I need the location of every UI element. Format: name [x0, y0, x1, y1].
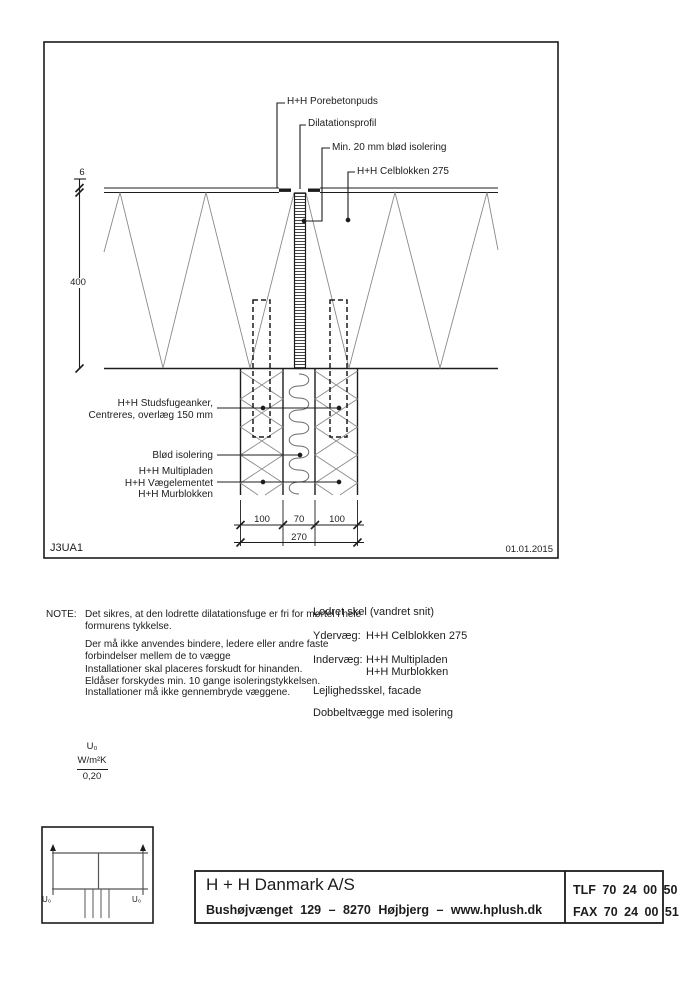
callout-murblokken: H+H Murblokken: [138, 489, 213, 500]
note-line: forbindelser mellem de to vægge: [85, 650, 231, 662]
dim-gap: 70: [293, 514, 305, 525]
spec-indervaeg-value1: H+H Multipladen: [366, 654, 448, 666]
dim-right-wall: 100: [329, 514, 345, 525]
spec-indervaeg-label: Indervæg:: [313, 654, 363, 666]
spec-indervaeg-value2: H+H Murblokken: [366, 666, 449, 678]
callout-vaegelementet: H+H Vægelementet: [124, 477, 213, 489]
company-address: Bushøjvænget 129 – 8270 Højbjerg – www.hplush.dk: [206, 903, 543, 917]
uvalue-symbol: U₀: [86, 741, 98, 752]
spec-line2: Dobbeltvægge med isolering: [313, 707, 454, 719]
note-line: formurens tykkelse.: [85, 620, 172, 632]
note-line: Det sikres, at den lodrette dilatationsfuge er fri for mørtel i hele: [85, 609, 362, 620]
note-heading: NOTE:: [46, 609, 77, 620]
key-uvalue-left: U₀: [42, 895, 52, 904]
spec-ydervaeg-label: Ydervæg:: [313, 630, 361, 642]
note-line: Installationer skal placeres forskudt for hinanden.: [85, 664, 303, 675]
dim-puds-thickness: 6: [73, 168, 91, 178]
callout-blod-isolering-min: Min. 20 mm blød isolering: [332, 142, 447, 153]
phone-tlf: TLF 70 24 00 50: [573, 883, 678, 897]
callout-celblokken: H+H Celblokken 275: [357, 166, 449, 177]
drawing-date: 01.01.2015: [505, 544, 553, 555]
company-name: H + H Danmark A/S: [206, 875, 355, 894]
spec-title: Lodret skel (vandret snit): [313, 606, 435, 618]
callout-blod-isolering: Blød isolering: [152, 450, 213, 461]
drawing-id: J3UA1: [50, 542, 84, 554]
callout-dilatationsprofil: Dilatationsprofil: [308, 118, 377, 129]
callout-porebetonpuds: H+H Porebetonpuds: [287, 96, 378, 107]
uvalue-unit: W/m²K: [77, 755, 107, 766]
callout-multipladen: H+H Multipladen: [138, 466, 213, 477]
note-line: Der må ikke anvendes bindere, ledere eller andre faste: [85, 639, 329, 650]
leader-lines: [217, 103, 355, 484]
uvalue-value: 0,20: [82, 771, 102, 782]
dim-height: 400: [64, 278, 92, 288]
plan-view: [241, 369, 358, 495]
key-uvalue-right: U₀: [132, 895, 142, 904]
up-arrow-icon: [140, 844, 146, 851]
soft-insulation-symbol: [289, 374, 309, 494]
elevation-view: [104, 188, 498, 369]
spec-ydervaeg-value: H+H Celblokken 275: [366, 630, 468, 642]
note-line: Eldåser forskydes min. 10 gange isoleringstykkelsen.: [85, 675, 321, 687]
dim-left-wall: 100: [254, 514, 270, 525]
up-arrow-icon: [50, 844, 56, 851]
note-line: Installationer må ikke gennembryde væggene.: [85, 687, 291, 698]
phone-fax: FAX 70 24 00 51: [573, 905, 679, 919]
key-diagram: [42, 827, 153, 923]
spec-line1: Lejlighedsskel, facade: [313, 685, 422, 697]
callout-studsfugeanker-1: H+H Studsfugeanker,: [117, 398, 213, 409]
dim-total: 270: [291, 531, 307, 543]
wall-hatch: [241, 371, 358, 495]
callout-studsfugeanker-2: Centreres, overlæg 150 mm: [88, 409, 213, 421]
